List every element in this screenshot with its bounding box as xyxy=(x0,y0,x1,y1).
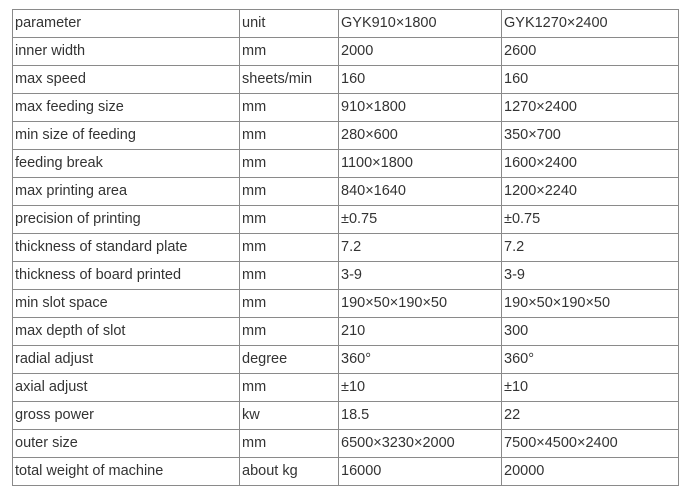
cell-parameter: max printing area xyxy=(13,178,240,206)
cell-parameter: axial adjust xyxy=(13,374,240,402)
cell-model-1: ±10 xyxy=(339,374,502,402)
header-model-1: GYK910×1800 xyxy=(339,10,502,38)
cell-model-1: 6500×3230×2000 xyxy=(339,430,502,458)
spec-table xyxy=(12,9,679,486)
cell-model-2: 1200×2240 xyxy=(502,178,679,206)
table-row xyxy=(13,318,679,346)
cell-parameter: precision of printing xyxy=(13,206,240,234)
cell-parameter: outer size xyxy=(13,430,240,458)
table-row xyxy=(13,94,679,122)
table-row xyxy=(13,150,679,178)
cell-model-2: 350×700 xyxy=(502,122,679,150)
table-row xyxy=(13,178,679,206)
cell-model-1: 7.2 xyxy=(339,234,502,262)
cell-parameter: gross power xyxy=(13,402,240,430)
cell-model-1: 160 xyxy=(339,66,502,94)
cell-unit: mm xyxy=(240,206,339,234)
cell-parameter: min slot space xyxy=(13,290,240,318)
cell-parameter: max feeding size xyxy=(13,94,240,122)
cell-parameter: total weight of machine xyxy=(13,458,240,486)
cell-unit: mm xyxy=(240,374,339,402)
cell-unit: mm xyxy=(240,234,339,262)
table-row xyxy=(13,206,679,234)
table-row xyxy=(13,346,679,374)
cell-parameter: min size of feeding xyxy=(13,122,240,150)
cell-unit: degree xyxy=(240,346,339,374)
cell-model-2: 190×50×190×50 xyxy=(502,290,679,318)
cell-unit: sheets/min xyxy=(240,66,339,94)
cell-model-1: 190×50×190×50 xyxy=(339,290,502,318)
cell-model-2: 360° xyxy=(502,346,679,374)
header-model-2: GYK1270×2400 xyxy=(502,10,679,38)
cell-model-2: 2600 xyxy=(502,38,679,66)
cell-unit: mm xyxy=(240,318,339,346)
cell-model-1: 2000 xyxy=(339,38,502,66)
cell-model-2: 1600×2400 xyxy=(502,150,679,178)
cell-unit: mm xyxy=(240,94,339,122)
cell-unit: mm xyxy=(240,178,339,206)
cell-model-1: 3-9 xyxy=(339,262,502,290)
table-row xyxy=(13,66,679,94)
cell-parameter: thickness of standard plate xyxy=(13,234,240,262)
spec-table-body xyxy=(13,10,679,486)
cell-model-2: 3-9 xyxy=(502,262,679,290)
cell-model-1: 910×1800 xyxy=(339,94,502,122)
cell-unit: mm xyxy=(240,122,339,150)
cell-model-2: 7500×4500×2400 xyxy=(502,430,679,458)
table-row xyxy=(13,402,679,430)
cell-model-2: 300 xyxy=(502,318,679,346)
cell-unit: mm xyxy=(240,150,339,178)
table-row xyxy=(13,38,679,66)
cell-model-1: 840×1640 xyxy=(339,178,502,206)
cell-parameter: max speed xyxy=(13,66,240,94)
cell-parameter: max depth of slot xyxy=(13,318,240,346)
cell-unit: mm xyxy=(240,290,339,318)
cell-model-1: 18.5 xyxy=(339,402,502,430)
cell-parameter: radial adjust xyxy=(13,346,240,374)
cell-model-1: 210 xyxy=(339,318,502,346)
cell-model-2: 1270×2400 xyxy=(502,94,679,122)
table-row xyxy=(13,262,679,290)
cell-unit: about kg xyxy=(240,458,339,486)
cell-unit: kw xyxy=(240,402,339,430)
header-parameter: parameter xyxy=(13,10,240,38)
table-row xyxy=(13,458,679,486)
header-unit: unit xyxy=(240,10,339,38)
cell-model-2: ±10 xyxy=(502,374,679,402)
cell-model-1: 360° xyxy=(339,346,502,374)
cell-unit: mm xyxy=(240,430,339,458)
cell-model-2: 20000 xyxy=(502,458,679,486)
table-row xyxy=(13,430,679,458)
cell-model-1: 280×600 xyxy=(339,122,502,150)
cell-model-1: 1100×1800 xyxy=(339,150,502,178)
cell-unit: mm xyxy=(240,38,339,66)
cell-model-2: 7.2 xyxy=(502,234,679,262)
table-row xyxy=(13,374,679,402)
table-header-row xyxy=(13,10,679,38)
table-row xyxy=(13,290,679,318)
cell-model-1: ±0.75 xyxy=(339,206,502,234)
cell-model-1: 16000 xyxy=(339,458,502,486)
cell-parameter: thickness of board printed xyxy=(13,262,240,290)
table-row xyxy=(13,122,679,150)
cell-model-2: ±0.75 xyxy=(502,206,679,234)
cell-model-2: 22 xyxy=(502,402,679,430)
cell-unit: mm xyxy=(240,262,339,290)
cell-parameter: feeding break xyxy=(13,150,240,178)
cell-model-2: 160 xyxy=(502,66,679,94)
table-row xyxy=(13,234,679,262)
cell-parameter: inner width xyxy=(13,38,240,66)
